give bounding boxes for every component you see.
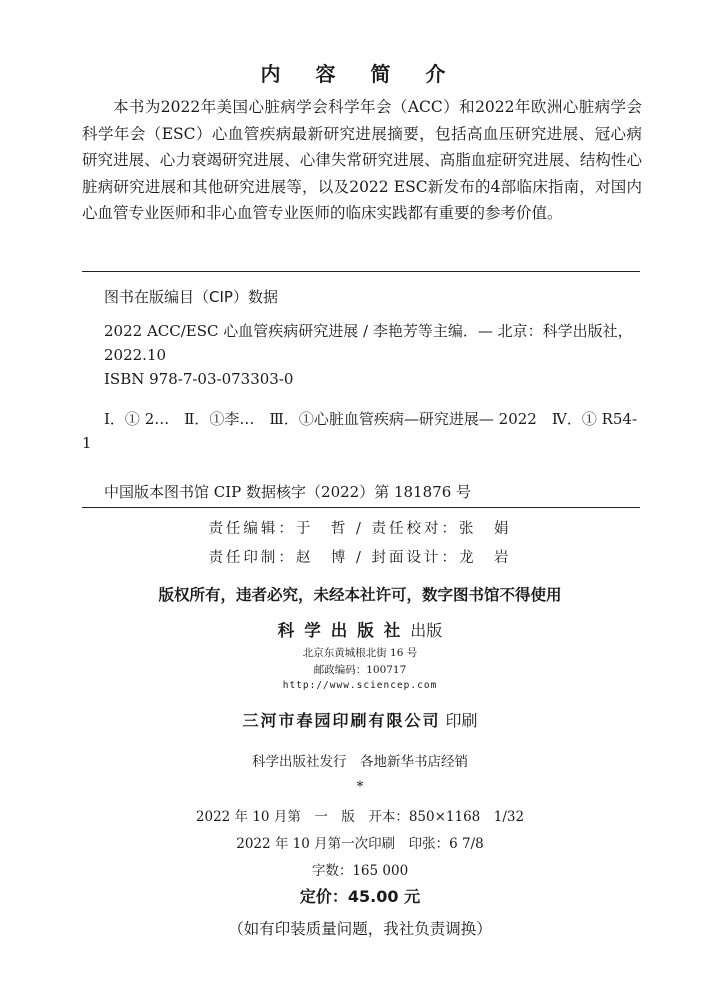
separator-asterisk: * xyxy=(356,779,364,795)
cip-entry: 2022 ACC/ESC 心血管疾病研究进展 / 李艳芳等主编．— 北京：科学出版社，2022.10 xyxy=(104,322,633,364)
edition-info: 2022 年 10 月第 一 版 开本：850×1168 1/32 xyxy=(195,809,525,825)
printing-info: 2022 年 10 月第一次印刷 印张：6 7/8 xyxy=(236,836,484,852)
top-divider xyxy=(82,271,640,272)
price: 定价：45.00 元 xyxy=(299,887,421,906)
cip-heading: 图书在版编目（CIP）数据 xyxy=(104,288,278,306)
summary-text: 本书为2022年美国心脏病学会科学年会（ACC）和2022年欧洲心脏病学会科学年会（ESC）心血管疾病最新研究进展摘要，包括高血压研究进展、冠心病研究进展、心力衰竭研究进展、心律失常研究进展、高脂血症研究进展、结构性心脏病研究进展和其他研究进展等，以及2022 ESC新发布的4部临床指南，对国内心血管专业医师和非心血管专业医师的临床实践都有重要的参考价值。 xyxy=(82,98,642,222)
staff-line-2: 责任印制：赵 博 / 封面设计：龙 岩 xyxy=(208,550,512,566)
word-count: 字数：165 000 xyxy=(311,863,409,879)
printer-line xyxy=(0,708,720,731)
publisher-name: 科学出版社 xyxy=(277,621,411,640)
quality-note: （如有印装质量问题，我社负责调换） xyxy=(228,920,492,938)
publisher-line xyxy=(0,617,720,641)
copyright-notice: 版权所有，违者必究，未经本社许可，数字图书馆不得使用 xyxy=(158,586,562,604)
cip-isbn: ISBN 978-7-03-073303-0 xyxy=(104,370,294,388)
printer-suffix: 印刷 xyxy=(445,711,478,730)
publisher-postcode: 邮政编码：100717 xyxy=(313,664,407,676)
publisher-url: http://www.sciencep.com xyxy=(282,680,438,691)
printer-name: 三河市春园印刷有限公司 xyxy=(242,711,441,730)
cip-verification: 中国版本图书馆 CIP 数据核字（2022）第 181876 号 xyxy=(104,483,472,501)
bottom-divider xyxy=(82,507,640,508)
publisher-address: 北京东黄城根北街 16 号 xyxy=(302,647,418,659)
staff-line-1: 责任编辑：于 哲 / 责任校对：张 娟 xyxy=(208,521,512,537)
publisher-suffix: 出版 xyxy=(410,621,443,640)
distribution: 科学出版社发行 各地新华书店经销 xyxy=(252,754,468,770)
summary-title: 内 容 简 介 xyxy=(260,62,460,86)
cip-classification: Ⅰ．① 2… Ⅱ．①李… Ⅲ．①心脏血管疾病—研究进展— 2022 Ⅳ．① R54-1 xyxy=(82,410,638,452)
